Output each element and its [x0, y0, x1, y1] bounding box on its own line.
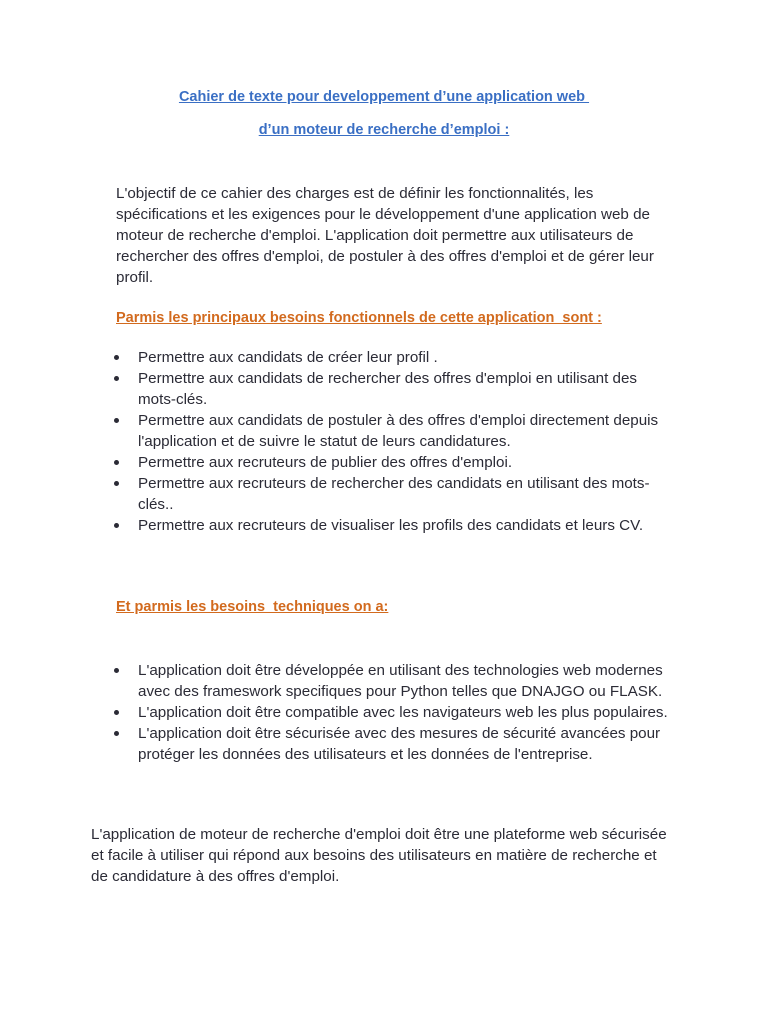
list-item-text: Permettre aux candidats de postuler à des offres d'emploi directement depuis l'application et de suivre le statut de leurs candidatures.: [138, 412, 659, 450]
functional-needs-heading: Parmis les principaux besoins fonctionnels de cette application sont :: [116, 310, 602, 326]
intro-paragraph: L'objectif de ce cahier des charges est de définir les fonctionnalités, les spécifications et les exigences pour le développement d'une application web de moteur de recherche d'emploi. L'application doit permettre aux utilisateurs de rechercher des offres d'emploi, de postuler à des offres d'emploi et de gérer leur profil.: [116, 185, 654, 286]
list-item: [114, 368, 664, 410]
list-item-text: L'application doit être sécurisée avec des mesures de sécurité avancées pour protéger les données des utilisateurs et les données de l'entreprise.: [138, 725, 661, 763]
bullet-icon: [114, 668, 119, 673]
list-item-text: Permettre aux recruteurs de publier des offres d'emploi.: [138, 454, 513, 471]
bullet-icon: [114, 481, 119, 486]
list-item-text: Permettre aux candidats de rechercher des offres d'emploi en utilisant des mots-clés.: [138, 370, 638, 408]
bullet-icon: [114, 460, 119, 465]
list-item: [114, 347, 664, 368]
list-item: [114, 515, 664, 536]
list-item-text: Permettre aux recruteurs de visualiser les profils des candidats et leurs CV.: [138, 517, 644, 534]
list-item-text: Permettre aux candidats de créer leur profil .: [138, 349, 438, 366]
bullet-icon: [114, 418, 119, 423]
bullet-icon: [114, 710, 119, 715]
bullet-icon: [114, 523, 119, 528]
list-item: [114, 410, 664, 452]
bullet-icon: [114, 731, 119, 736]
list-item: [114, 473, 664, 515]
list-item: [114, 452, 664, 473]
bullet-icon: [114, 355, 119, 360]
list-item: [114, 723, 674, 765]
list-item-text: L'application doit être développée en utilisant des technologies web modernes avec des frameswork specifiques pour Python telles que DNAJGO ou FLASK.: [138, 662, 663, 700]
list-item-text: L'application doit être compatible avec les navigateurs web les plus populaires.: [138, 704, 668, 721]
technical-needs-heading: Et parmis les besoins techniques on a:: [116, 599, 389, 615]
technical-needs-list: [114, 660, 674, 765]
list-item-text: Permettre aux recruteurs de rechercher des candidats en utilisant des mots-clés..: [138, 475, 650, 513]
document-title-line1: Cahier de texte pour developpement d’une application web: [178, 89, 590, 105]
list-item: [114, 702, 674, 723]
document-title-line2: d’un moteur de recherche d’emploi :: [258, 122, 510, 138]
bullet-icon: [114, 376, 119, 381]
functional-needs-list: [114, 347, 664, 536]
list-item: [114, 660, 674, 702]
conclusion-paragraph: L'application de moteur de recherche d'emploi doit être une plateforme web sécurisée et facile à utiliser qui répond aux besoins des utilisateurs en matière de recherche et de candidature à des offres d'emploi.: [91, 826, 667, 885]
